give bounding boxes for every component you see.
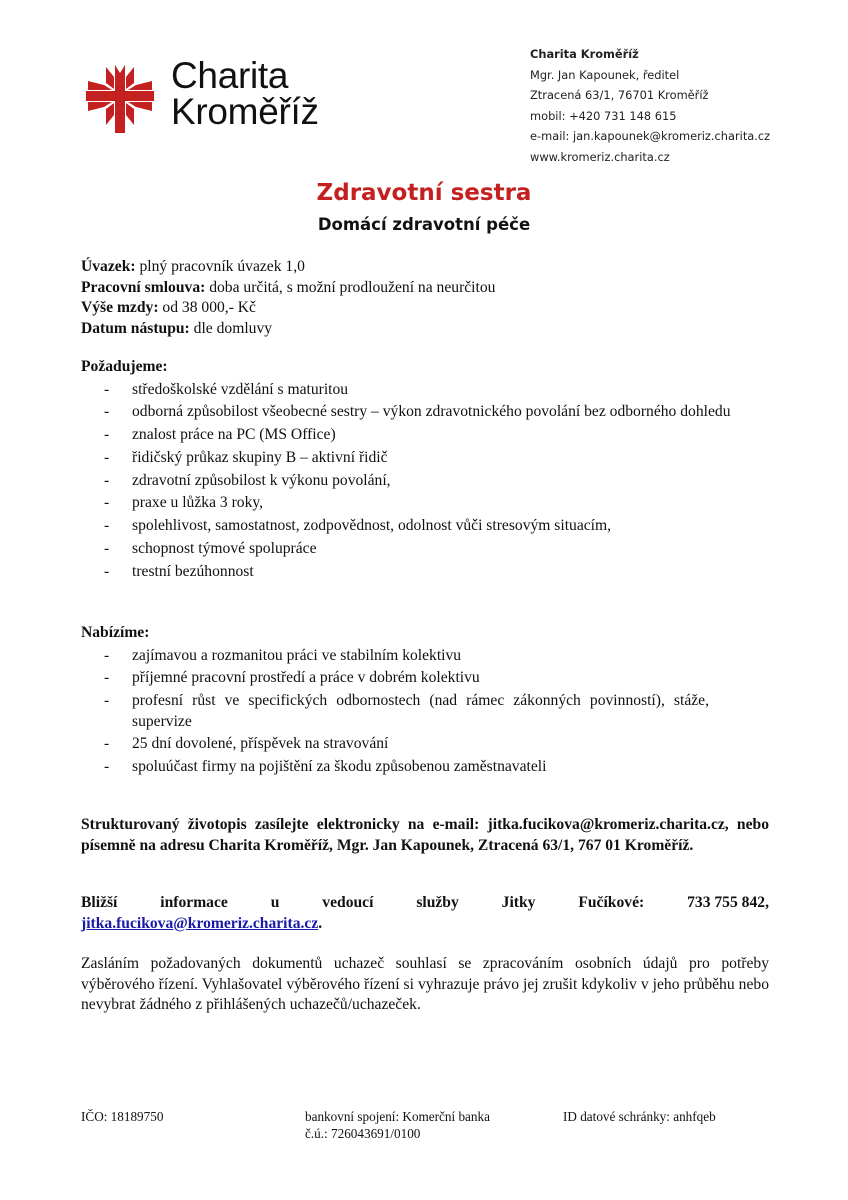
info-phone: 733 755 842, [687,894,769,911]
page-title: Zdravotní sestra [316,180,532,206]
requirements-section [81,357,769,585]
logo-wordmark [171,55,319,132]
list-item: - zajímavou a rozmanitou práci ve stabilním kolektivu [81,646,769,667]
list-item: - znalost práce na PC (MS Office) [81,425,769,446]
requirements-list [81,380,769,583]
list-item: - řidičský průkaz skupiny B – aktivní řidič [81,448,769,469]
list-item: - praxe u lůžka 3 roky, [81,493,769,514]
list-item: - schopnost týmové spolupráce [81,539,769,560]
field-label: Výše mzdy: [81,299,159,316]
contact-email: e-mail: jan.kapounek@kromeriz.charita.cz [530,129,771,144]
info-word: Fučíkové: [578,894,645,911]
contact-web: www.kromeriz.charita.cz [530,149,670,164]
email-link[interactable]: jitka.fucikova@kromeriz.charita.cz [81,914,319,932]
contact-mobile: mobil: +420 731 148 615 [530,108,677,123]
list-item: - spolehlivost, samostatnost, zodpovědnost, odolnost vůči stresovým situacím, [81,516,769,537]
charita-cross-icon [84,63,156,135]
field-contract [81,278,769,299]
info-word: vedoucí [322,894,374,911]
page-subtitle: Domácí zdravotní péče [317,215,531,234]
info-word: Jitky [501,894,536,911]
more-info-line [81,893,769,914]
field-label: Úvazek: [81,258,136,275]
disclaimer: Zasláním požadovaných dokumentů uchazeč souhlasí se zpracováním osobních údajů pro potřeby výběrového řízení. Vyhlašovatel výběrového řízení si vyhrazuje právo jej zrušit kdykoliv v jeho průběhu nebo nevybrat žádného z přihlášených uchazečů/uchazeček. [81,955,769,1013]
list-item: - spoluúčast firmy na pojištění za škodu způsobenou zaměstnavateli [81,757,769,778]
field-label: Datum nástupu: [81,319,190,337]
footer-bank-name: bankovní spojení: Komerční banka [305,1109,490,1124]
field-value: doba určitá, s možní prodloužení na neurčitou [205,278,496,296]
contact-organization: Charita Kroměříž [530,47,639,61]
field-start-date [81,319,769,340]
offers-list [81,646,769,778]
list-item: - odborná způsobilost všeobecné sestry – výkon zdravotnického povolání bez odborného dohledu [81,402,769,423]
list-item: - profesní růst ve specifických odbornostech (nad rámec zákonných povinností), stáže, supervize [81,691,769,732]
more-info [81,893,769,934]
info-word: služby [416,894,459,911]
logo-line-2: Kroměříž [171,91,319,132]
offers-heading: Nabízíme: [81,624,150,641]
offers-section [81,623,769,780]
list-item: - trestní bezúhonnost [81,562,769,583]
info-word: u [270,894,280,911]
field-value: od 38 000,- Kč [158,299,256,316]
footer-bank [305,1108,490,1142]
job-fields [81,257,769,339]
application-instructions: Strukturovaný životopis zasílejte elektronicky na e-mail: jitka.fucikova@kromeriz.charita.cz, nebo písemně na adresu Charita Kroměříž, Mgr. Jan Kapounek, Ztracená 63/1, 767 01 Kroměříž. [81,816,769,854]
charita-logo [84,55,344,138]
info-word: informace [160,894,228,911]
logo-line-1: Charita [171,55,289,96]
list-item: - příjemné pracovní prostředí a práce v dobrém kolektivu [81,668,769,689]
contact-block [530,44,770,168]
list-item: - středoškolské vzdělání s maturitou [81,380,769,401]
footer-account: č.ú.: 726043691/0100 [305,1126,421,1141]
field-value: dle domluvy [189,319,273,337]
list-item: - zdravotní způsobilost k výkonu povolání, [81,471,769,492]
more-info-email-line [81,914,769,935]
footer-databox: ID datové schránky: anhfqeb [563,1109,716,1124]
field-workload [81,257,769,278]
contact-address: Ztracená 63/1, 76701 Kroměříž [530,88,709,103]
field-label: Pracovní smlouva: [81,278,206,296]
info-email-suffix: . [318,914,323,932]
requirements-heading: Požadujeme: [81,358,168,375]
field-salary [81,298,769,319]
footer-ico: IČO: 18189750 [81,1109,164,1124]
field-value: plný pracovník úvazek 1,0 [135,258,305,275]
contact-director: Mgr. Jan Kapounek, ředitel [530,67,680,82]
list-item: - 25 dní dovolené, příspěvek na stravování [81,734,769,755]
info-word: Bližší [81,894,118,911]
